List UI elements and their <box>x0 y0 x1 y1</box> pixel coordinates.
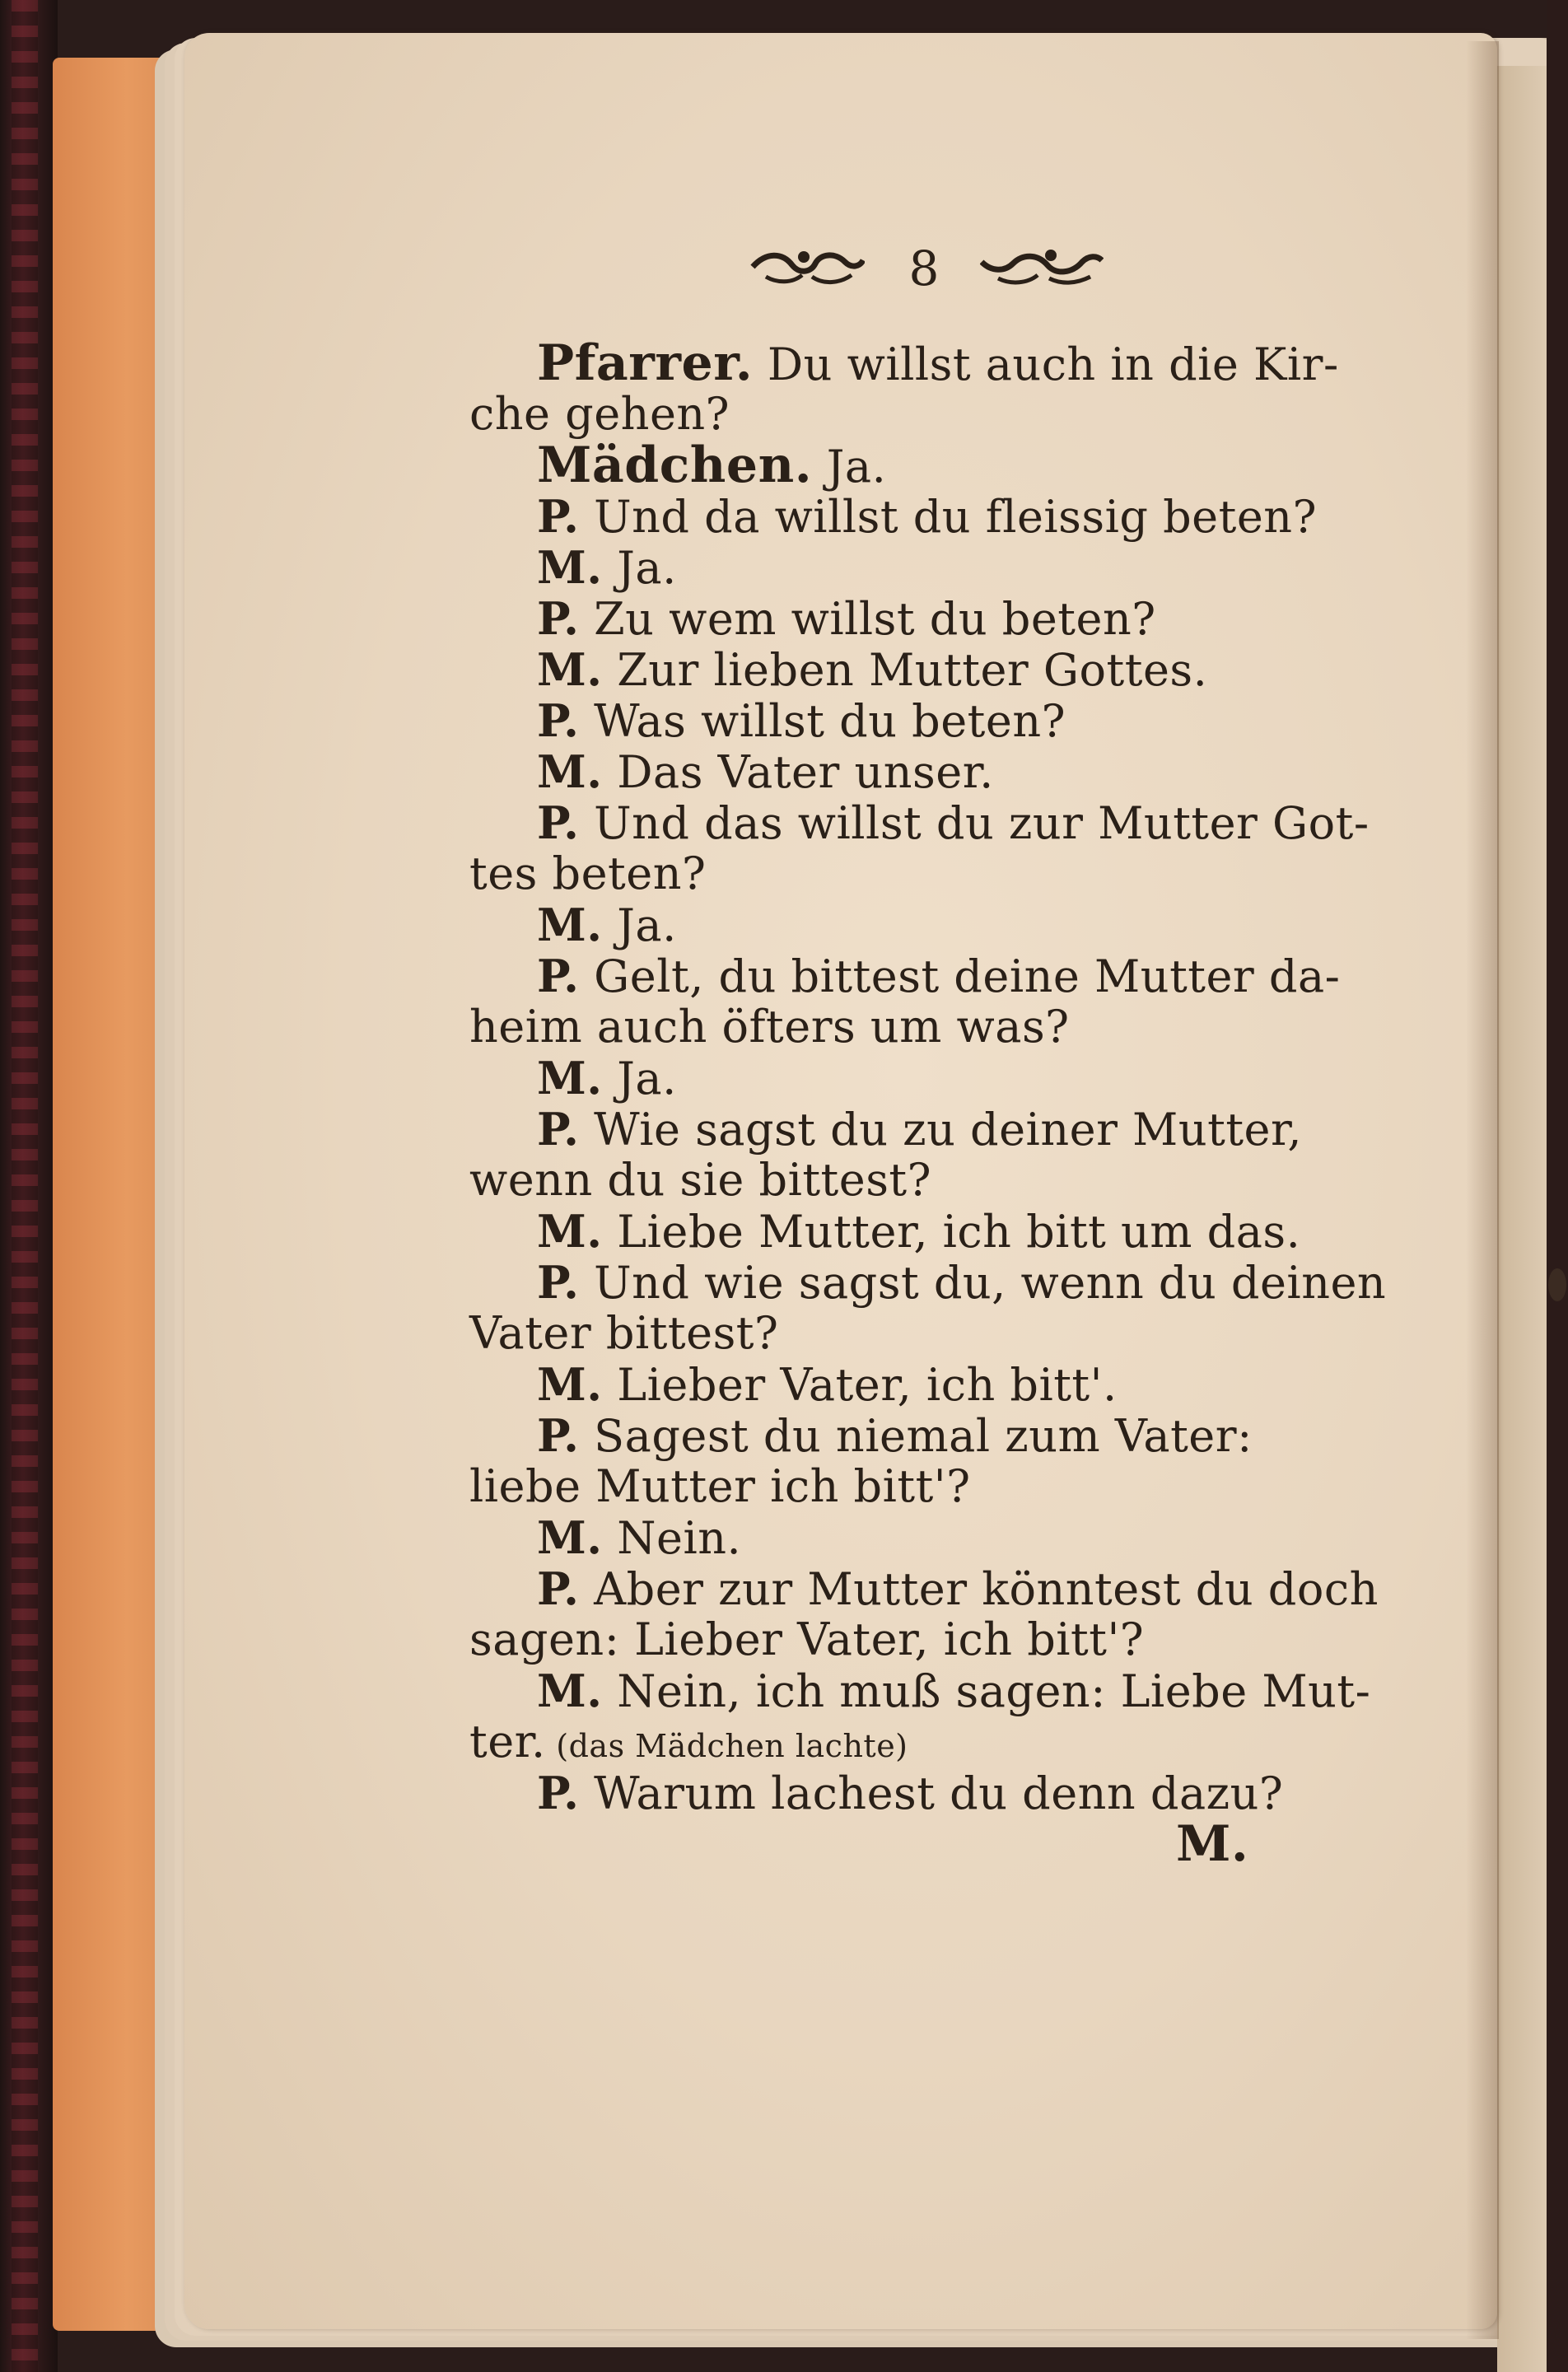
text-line <box>537 1104 1302 1155</box>
speaker-label: M. <box>537 541 603 594</box>
line-text: Und wie sagst du, wenn du deinen <box>579 1257 1387 1309</box>
line-text: Ja. <box>812 441 887 493</box>
text-line <box>537 1257 1386 1308</box>
line-text: liebe Mutter ich bitt'? <box>469 1460 971 1512</box>
speaker-label: P. <box>537 490 580 543</box>
line-text: Vater bittest? <box>469 1307 779 1359</box>
speaker-label: M. <box>537 643 603 696</box>
ornament-right-icon <box>980 244 1104 290</box>
text-line <box>537 797 1370 848</box>
text-line <box>537 1512 741 1563</box>
text-line <box>469 1614 1144 1665</box>
line-text: Ja. <box>602 542 677 594</box>
text-line <box>537 1359 1118 1410</box>
text-line <box>537 695 1066 746</box>
text-line <box>537 1206 1300 1257</box>
speaker-label: M. <box>537 1358 603 1411</box>
speaker-label: P. <box>537 1103 580 1156</box>
line-text: Sagest du niemal zum Vater: <box>579 1410 1253 1462</box>
speaker-label: P. <box>537 796 580 849</box>
text-line <box>537 1053 677 1104</box>
text-line <box>537 593 1156 644</box>
line-text: Ja. <box>602 1053 677 1104</box>
speaker-label: P. <box>537 1256 580 1309</box>
line-text: Ja. <box>602 899 677 951</box>
text-line <box>537 950 1340 1002</box>
line-text: Wie sagst du zu deiner Mutter, <box>579 1104 1303 1156</box>
page-gutter <box>1466 41 1499 2339</box>
line-text: Zu wem willst du beten? <box>579 593 1156 645</box>
line-text: che gehen? <box>469 388 730 440</box>
speaker-label: M. <box>537 1511 603 1564</box>
line-text: Nein, ich muß sagen: Liebe Mut- <box>602 1665 1371 1717</box>
speaker-label: P. <box>537 950 580 1002</box>
line-text: Lieber Vater, ich bitt'. <box>602 1359 1118 1411</box>
text-line <box>537 899 677 950</box>
text-line <box>537 542 677 593</box>
text-line <box>537 1410 1253 1461</box>
speaker-label: P. <box>537 1562 580 1615</box>
line-text: heim auch öfters um was? <box>469 1001 1070 1053</box>
line-text: ter. <box>469 1716 546 1767</box>
speaker-label: M. <box>537 745 603 798</box>
line-text: Warum lachest du denn dazu? <box>579 1767 1284 1819</box>
text-line <box>469 1461 971 1512</box>
line-text: sagen: Lieber Vater, ich bitt'? <box>469 1613 1145 1665</box>
text-line <box>537 746 994 797</box>
binding-edge-right <box>1547 0 1568 2372</box>
text-line <box>469 389 730 440</box>
page-number: 8 <box>908 240 940 296</box>
line-text: Zur lieben Mutter Gottes. <box>602 644 1208 696</box>
catchword <box>1176 1815 1249 1873</box>
text-line <box>469 1155 931 1206</box>
speaker-label: M. <box>537 1665 603 1717</box>
line-text: Du willst auch in die Kir- <box>753 339 1339 390</box>
page-header <box>741 239 1120 305</box>
text-line <box>537 1563 1379 1614</box>
ornament-left-icon <box>749 244 865 290</box>
text-line <box>537 334 1339 392</box>
text-line <box>469 848 706 899</box>
text-line <box>537 644 1207 695</box>
line-text: Was willst du beten? <box>579 695 1066 747</box>
text-line <box>537 1767 1283 1819</box>
stage-direction: (das Mädchen lachte) <box>545 1728 908 1764</box>
speaker-label: Mädchen. <box>537 437 813 494</box>
line-text: Gelt, du bittest deine Mutter da- <box>579 950 1341 1002</box>
speaker-label: M. <box>537 1052 603 1104</box>
text-line <box>537 437 887 494</box>
speaker-label: P. <box>537 592 580 645</box>
line-text: Und das willst du zur Mutter Got- <box>579 797 1370 849</box>
line-text: tes beten? <box>469 847 707 899</box>
speaker-label: M. <box>537 899 603 951</box>
binding-edge <box>0 0 58 2372</box>
line-text: Nein. <box>602 1512 742 1564</box>
text-line <box>469 1002 1070 1053</box>
line-text: Und da willst du fleissig beten? <box>579 491 1318 543</box>
catchword-text: M. <box>1176 1815 1249 1873</box>
line-text: Aber zur Mutter könntest du doch <box>579 1563 1379 1615</box>
speaker-label: P. <box>537 1767 580 1819</box>
speaker-label: M. <box>537 1205 603 1258</box>
line-text: wenn du sie bittest? <box>469 1154 932 1206</box>
line-text: Liebe Mutter, ich bitt um das. <box>602 1206 1301 1258</box>
speaker-label: Pfarrer. <box>537 334 754 392</box>
line-text: Das Vater unser. <box>602 746 994 798</box>
speaker-label: P. <box>537 694 580 747</box>
text-line <box>469 1716 908 1767</box>
stain <box>1548 1268 1566 1301</box>
text-line <box>537 491 1317 542</box>
text-line <box>469 1308 778 1359</box>
text-line <box>537 1665 1370 1716</box>
speaker-label: P. <box>537 1409 580 1462</box>
